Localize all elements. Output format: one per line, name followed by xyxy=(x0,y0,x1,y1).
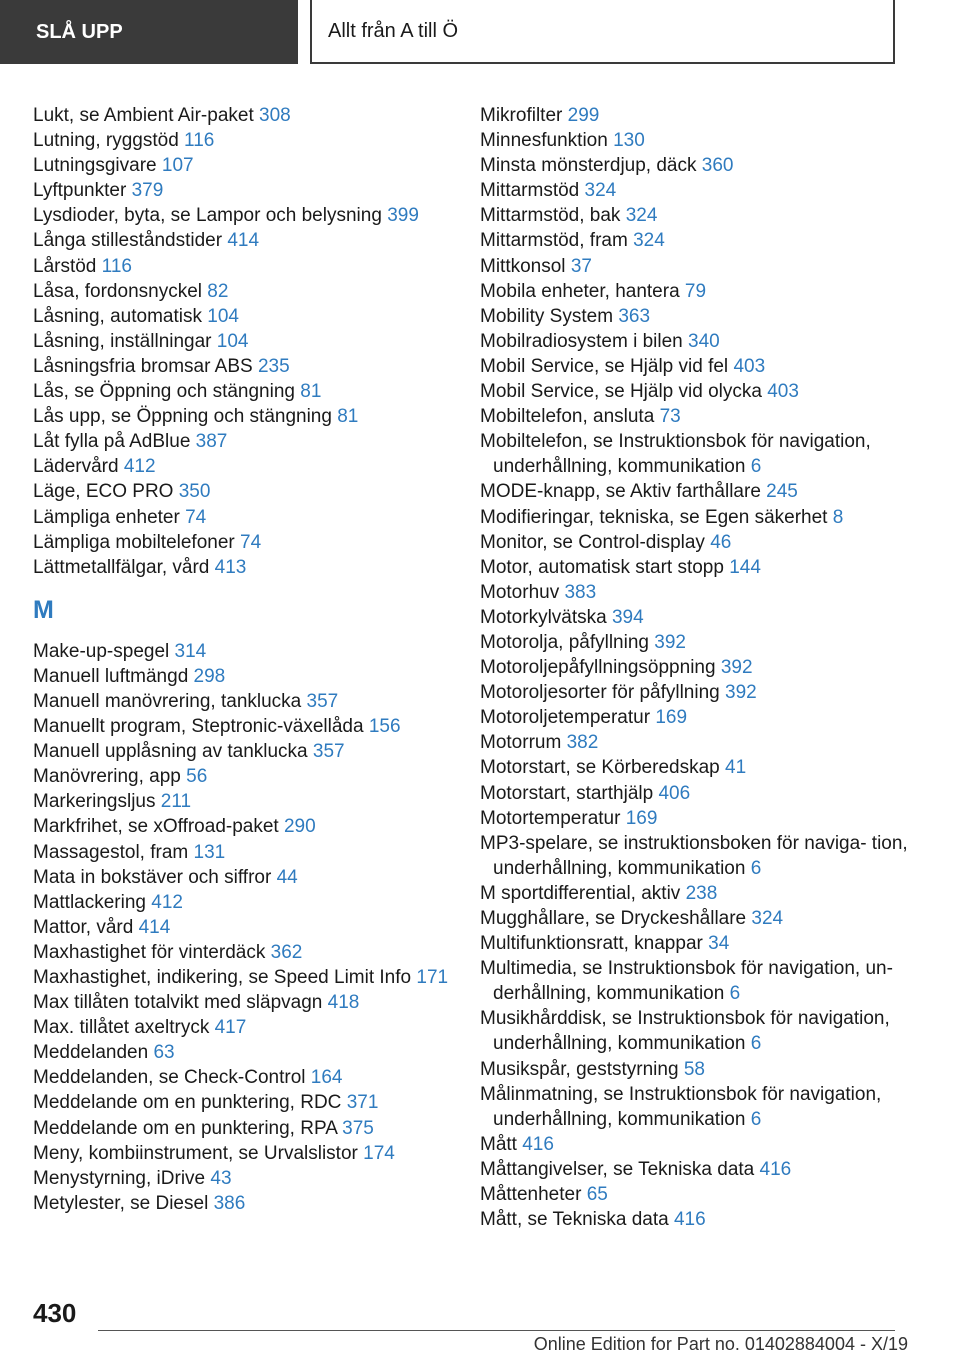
index-entry xyxy=(480,1006,910,1056)
index-entry-text: Meddelanden xyxy=(33,1042,149,1064)
index-entry xyxy=(480,354,910,379)
index-entry xyxy=(480,655,910,680)
index-entry-text: Lämpliga mobiltelefoner xyxy=(33,531,235,553)
index-entry-text: Mittkonsol xyxy=(480,255,566,277)
index-page-link[interactable]: 169 xyxy=(625,807,658,829)
index-entry-text: Menystyrning, iDrive xyxy=(33,1167,206,1189)
index-entry-text: Multimedia, se Instruktionsbok för navigation, un‐ derhållning, kommunikation xyxy=(480,958,893,1005)
index-entry xyxy=(480,404,910,429)
index-page-link[interactable]: 171 xyxy=(416,967,449,988)
index-entry xyxy=(480,429,910,479)
index-entry-text: Motortemperatur xyxy=(480,807,621,829)
index-entry xyxy=(33,965,463,990)
index-entry-text: Lås upp, se Öppning och stängning xyxy=(33,406,332,428)
index-page-link[interactable]: 403 xyxy=(733,355,766,377)
index-page-link[interactable]: 58 xyxy=(683,1058,705,1080)
index-list-m xyxy=(33,639,463,1216)
index-page-link[interactable]: 41 xyxy=(725,757,747,779)
index-entry-text: Lutningsgivare xyxy=(33,155,157,177)
index-entry-text: Mugghållare, se Dryckeshållare xyxy=(480,908,747,929)
index-entry-text: Lättmetallfälgar, vård xyxy=(33,556,210,578)
index-entry-text: Musikspår, geststyrning xyxy=(480,1058,679,1080)
index-entry-text: Markeringsljus xyxy=(33,791,156,813)
index-entry xyxy=(480,103,910,128)
index-entry xyxy=(480,304,910,329)
index-entry xyxy=(480,881,910,906)
index-page-link[interactable]: 412 xyxy=(123,456,156,478)
index-entry-text: Mikrofilter xyxy=(480,105,563,126)
index-column-left xyxy=(33,103,463,1216)
index-list-l xyxy=(33,103,463,580)
index-entry xyxy=(480,153,910,178)
index-page-link[interactable]: 324 xyxy=(625,205,658,227)
index-page-link[interactable]: 81 xyxy=(300,381,322,403)
index-page-link[interactable]: 65 xyxy=(586,1184,608,1206)
index-entry-text: Mått, se Tekniska data xyxy=(480,1209,669,1231)
index-entry-text: Lås, se Öppning och stängning xyxy=(33,381,295,403)
index-page-link[interactable]: 211 xyxy=(160,791,192,813)
index-page-link[interactable]: 324 xyxy=(584,180,617,202)
index-entry xyxy=(480,605,910,630)
index-entry xyxy=(33,865,463,890)
index-entry xyxy=(33,153,463,178)
index-page-link[interactable]: 399 xyxy=(387,205,419,227)
index-entry xyxy=(33,128,463,153)
index-page-link[interactable]: 235 xyxy=(257,355,290,377)
index-page-link[interactable]: 412 xyxy=(151,891,183,913)
index-entry xyxy=(33,279,463,304)
index-page-link[interactable]: 417 xyxy=(214,1017,247,1039)
index-entry-text: Mobilradiosystem i bilen xyxy=(480,330,683,352)
index-entry xyxy=(33,739,463,764)
index-entry-text: Metylester, se Diesel xyxy=(33,1192,209,1214)
index-page-link[interactable]: 290 xyxy=(283,816,316,838)
index-entry-text: Låsning, automatisk xyxy=(33,305,202,327)
index-entry xyxy=(33,228,463,253)
index-entry xyxy=(480,379,910,404)
index-entry xyxy=(33,990,463,1015)
index-page-link[interactable]: 107 xyxy=(161,155,194,177)
index-entry-text: Motorrum xyxy=(480,732,562,754)
index-entry xyxy=(33,203,463,228)
index-page-link[interactable]: 416 xyxy=(759,1158,792,1180)
index-page-link[interactable]: 104 xyxy=(207,305,239,327)
index-page-link[interactable]: 382 xyxy=(566,732,599,754)
index-entry xyxy=(33,814,463,839)
index-entry-text: Motorstart, se Körberedskap xyxy=(480,757,720,779)
index-entry-text: Modifieringar, tekniska, se Egen säkerhet xyxy=(480,506,828,528)
index-page-link[interactable]: 375 xyxy=(342,1117,374,1139)
index-entry-text: Mittarmstöd xyxy=(480,180,580,202)
index-entry xyxy=(480,956,910,1006)
index-page-link[interactable]: 116 xyxy=(101,255,132,277)
index-entry xyxy=(480,580,910,605)
index-entry-text: Motor, automatisk start stopp xyxy=(480,556,724,578)
index-page-link[interactable]: 238 xyxy=(685,882,718,904)
index-page-link[interactable]: 169 xyxy=(655,707,688,729)
index-page-link[interactable]: 56 xyxy=(186,766,208,788)
index-entry-text: M sportdifferential, aktiv xyxy=(480,882,681,904)
header-bar xyxy=(0,0,960,68)
index-entry xyxy=(33,329,463,354)
index-entry-text: Låsa, fordonsnyckel xyxy=(33,280,202,302)
index-entry xyxy=(480,931,910,956)
index-page-link[interactable]: 314 xyxy=(174,640,207,662)
index-page-link[interactable]: 308 xyxy=(259,105,291,126)
index-entry xyxy=(33,379,463,404)
index-entry xyxy=(480,228,910,253)
index-page-link[interactable]: 386 xyxy=(213,1192,246,1214)
index-entry-text: Maxhastighet, indikering, se Speed Limit Info xyxy=(33,967,412,988)
index-entry xyxy=(33,664,463,689)
index-entry xyxy=(33,103,463,128)
index-page-link[interactable]: 350 xyxy=(178,481,211,503)
index-page-link[interactable]: 156 xyxy=(368,716,401,738)
index-entry xyxy=(480,730,910,755)
index-entry-text: Mobil Service, se Hjälp vid fel xyxy=(480,355,729,377)
index-entry-text: Motoroljepåfyllningsöppning xyxy=(480,657,716,679)
index-entry-text: Musikhårddisk, se Instruktionsbok för navigation, underhållning, kommunikation xyxy=(480,1008,890,1055)
index-entry-text: Mobiltelefon, ansluta xyxy=(480,406,655,428)
index-entry xyxy=(480,530,910,555)
index-entry xyxy=(33,915,463,940)
index-entry-text: Mobility System xyxy=(480,305,614,327)
index-page-link[interactable]: 6 xyxy=(750,857,762,879)
index-page-link[interactable]: 392 xyxy=(654,631,686,653)
index-page-link[interactable]: 8 xyxy=(832,506,844,528)
index-entry xyxy=(480,831,910,881)
index-entry xyxy=(480,279,910,304)
index-page-link[interactable]: 362 xyxy=(270,941,303,963)
index-entry-text: Motoroljetemperatur xyxy=(480,707,651,729)
index-page-link[interactable]: 81 xyxy=(337,406,359,428)
index-entry-text: Mobiltelefon, se Instruktionsbok för navigation, underhållning, kommunikation xyxy=(480,431,871,478)
index-entry xyxy=(33,1116,463,1141)
index-entry-text: Meddelande om en punktering, RPA xyxy=(33,1117,337,1139)
index-entry xyxy=(33,429,463,454)
index-entry xyxy=(480,505,910,530)
index-entry xyxy=(33,404,463,429)
index-entry xyxy=(33,530,463,555)
index-entry xyxy=(33,789,463,814)
index-entry xyxy=(33,254,463,279)
index-entry-text: Mobil Service, se Hjälp vid olycka xyxy=(480,381,762,403)
page-number: 430 xyxy=(33,1298,77,1328)
index-entry-text: Minnesfunktion xyxy=(480,130,608,152)
index-page-link[interactable]: 43 xyxy=(210,1167,232,1189)
index-page-link[interactable]: 74 xyxy=(185,506,207,528)
index-entry-text: MODE-knapp, se Aktiv farthållare xyxy=(480,481,761,503)
index-entry xyxy=(33,940,463,965)
index-entry xyxy=(33,354,463,379)
index-column-right xyxy=(480,103,910,1232)
index-entry-text: Make-up-spegel xyxy=(33,640,170,662)
index-entry xyxy=(33,714,463,739)
index-page-link[interactable]: 387 xyxy=(195,431,228,453)
index-page-link[interactable]: 174 xyxy=(363,1142,395,1164)
index-page-link[interactable]: 324 xyxy=(751,908,784,929)
index-page-link[interactable]: 74 xyxy=(240,531,262,553)
index-entry-text: Långa stilleståndstider xyxy=(33,230,223,252)
index-page-link[interactable]: 406 xyxy=(658,782,691,804)
index-entry-text: Mått xyxy=(480,1133,517,1155)
index-entry xyxy=(33,890,463,915)
index-entry-text: Lutning, ryggstöd xyxy=(33,130,179,152)
index-page-link[interactable]: 414 xyxy=(227,230,260,252)
index-entry-text: Måttangivelser, se Tekniska data xyxy=(480,1158,755,1180)
index-entry-text: Minsta mönsterdjup, däck xyxy=(480,155,697,177)
index-page-link[interactable]: 63 xyxy=(153,1042,175,1064)
index-entry xyxy=(33,479,463,504)
index-page-link[interactable]: 164 xyxy=(310,1067,343,1089)
index-page-link[interactable]: 413 xyxy=(214,556,247,578)
index-entry xyxy=(33,1090,463,1115)
index-page-link[interactable]: 34 xyxy=(708,933,730,955)
section-letter-m: M xyxy=(33,595,54,624)
index-entry xyxy=(33,764,463,789)
index-entry xyxy=(33,840,463,865)
index-page-link[interactable]: 392 xyxy=(720,657,753,679)
index-entry xyxy=(33,178,463,203)
index-entry xyxy=(480,479,910,504)
index-page-link[interactable]: 6 xyxy=(750,1033,762,1055)
index-entry-text: Mobila enheter, hantera xyxy=(480,280,680,302)
index-entry xyxy=(480,128,910,153)
index-entry-text: Lårstöd xyxy=(33,255,97,277)
index-entry-text: Mattlackering xyxy=(33,891,146,913)
index-entry xyxy=(33,639,463,664)
index-entry-text: Låsning, inställningar xyxy=(33,330,212,352)
index-entry-text: Lukt, se Ambient Air-paket xyxy=(33,105,254,126)
index-entry-text: Meny, kombiinstrument, se Urvalslistor xyxy=(33,1142,358,1164)
index-entry xyxy=(33,505,463,530)
index-page-link[interactable]: 104 xyxy=(216,330,249,352)
index-entry xyxy=(33,304,463,329)
index-page-link[interactable]: 414 xyxy=(138,916,171,938)
index-entry-text: Manuell upplåsning av tanklucka xyxy=(33,741,308,763)
index-page-link[interactable]: 6 xyxy=(750,1108,762,1130)
index-entry xyxy=(33,555,463,580)
index-entry-text: Markfrihet, se xOffroad-paket xyxy=(33,816,279,838)
index-entry-text: Mata in bokstäver och siffror xyxy=(33,866,272,888)
index-entry-text: Manuell manövrering, tanklucka xyxy=(33,690,302,712)
index-entry-text: Läge, ECO PRO xyxy=(33,481,174,503)
index-entry xyxy=(480,1157,910,1182)
index-entry-text: Motorhuv xyxy=(480,581,560,603)
index-entry xyxy=(33,1040,463,1065)
index-page-link[interactable]: 416 xyxy=(673,1209,706,1231)
index-entry-text: Motorkylvätska xyxy=(480,606,607,628)
index-entry-text: Låt fylla på AdBlue xyxy=(33,431,191,453)
index-page-link[interactable]: 418 xyxy=(327,992,360,1014)
index-page-link[interactable]: 357 xyxy=(306,690,339,712)
index-entry-text: Mittarmstöd, bak xyxy=(480,205,621,227)
index-entry-text: Motoroljesorter för påfyllning xyxy=(480,682,720,704)
index-page-link[interactable]: 403 xyxy=(767,381,799,403)
index-entry xyxy=(480,254,910,279)
index-entry-text: Måttenheter xyxy=(480,1184,582,1206)
index-page-link[interactable]: 82 xyxy=(207,280,229,302)
index-entry-text: Motorstart, starthjälp xyxy=(480,782,654,804)
index-page-link[interactable]: 324 xyxy=(633,230,665,252)
index-page-link[interactable]: 394 xyxy=(611,606,644,628)
index-entry xyxy=(33,1141,463,1166)
index-page-link[interactable]: 131 xyxy=(193,841,226,863)
index-page-link[interactable]: 144 xyxy=(729,556,761,578)
index-entry-text: Manövrering, app xyxy=(33,766,181,788)
index-entry xyxy=(33,689,463,714)
index-entry xyxy=(480,705,910,730)
index-entry-text: Max. tillåtet axeltryck xyxy=(33,1017,210,1039)
index-entry xyxy=(480,178,910,203)
index-entry xyxy=(480,555,910,580)
index-page-link[interactable]: 37 xyxy=(570,255,592,277)
index-page-link[interactable]: 379 xyxy=(131,180,164,202)
index-entry xyxy=(480,755,910,780)
index-page-link[interactable]: 363 xyxy=(618,305,651,327)
index-entry xyxy=(480,1057,910,1082)
index-entry xyxy=(480,1082,910,1132)
index-entry xyxy=(480,630,910,655)
index-entry xyxy=(480,1207,910,1232)
index-entry xyxy=(33,1065,463,1090)
index-entry xyxy=(480,680,910,705)
index-entry xyxy=(480,203,910,228)
index-entry xyxy=(33,1191,463,1216)
index-page-link[interactable]: 130 xyxy=(613,130,645,152)
footer-divider xyxy=(98,1330,895,1331)
page-title: Allt från A till Ö xyxy=(310,0,895,64)
index-page-link[interactable]: 298 xyxy=(193,665,226,687)
index-entry-text: Max tillåten totalvikt med släpvagn xyxy=(33,992,323,1014)
index-list-m-continued xyxy=(480,103,910,1232)
index-page-link[interactable]: 383 xyxy=(564,581,597,603)
index-page-link[interactable]: 392 xyxy=(725,682,757,704)
index-entry xyxy=(33,454,463,479)
index-entry-text: Lämpliga enheter xyxy=(33,506,180,528)
index-page-link[interactable]: 116 xyxy=(184,130,215,152)
index-entry-text: Lyftpunkter xyxy=(33,180,127,202)
index-entry xyxy=(480,806,910,831)
index-page-link[interactable]: 6 xyxy=(729,983,741,1005)
index-entry xyxy=(480,1132,910,1157)
index-entry-text: Mittarmstöd, fram xyxy=(480,230,628,252)
index-entry-text: Meddelanden, se Check-Control xyxy=(33,1067,306,1089)
index-entry xyxy=(480,781,910,806)
index-page-link[interactable]: 416 xyxy=(522,1133,554,1155)
index-page-link[interactable]: 245 xyxy=(766,481,798,503)
index-entry-text: Mattor, vård xyxy=(33,916,134,938)
index-entry-text: Multifunktionsratt, knappar xyxy=(480,933,703,955)
index-entry-text: Lysdioder, byta, se Lampor och belysning xyxy=(33,205,382,227)
index-entry-text: Maxhastighet för vinterdäck xyxy=(33,941,266,963)
index-entry xyxy=(480,329,910,354)
index-entry-text: Målinmatning, se Instruktionsbok för navigation, underhållning, kommunikation xyxy=(480,1083,882,1130)
index-entry-text: Monitor, se Control-display xyxy=(480,531,705,553)
index-page-link[interactable]: 371 xyxy=(346,1092,379,1114)
index-entry xyxy=(480,1182,910,1207)
index-entry xyxy=(33,1015,463,1040)
index-entry-text: Låsningsfria bromsar ABS xyxy=(33,355,253,377)
index-page-link[interactable]: 46 xyxy=(710,531,732,553)
index-page-link[interactable]: 6 xyxy=(750,456,762,478)
index-page-link[interactable]: 340 xyxy=(688,330,720,352)
index-page-link[interactable]: 73 xyxy=(659,406,681,428)
index-entry-text: Manuellt program, Steptronic-växellåda xyxy=(33,716,364,738)
index-entry-text: Manuell luftmängd xyxy=(33,665,189,687)
index-page-link[interactable]: 44 xyxy=(276,866,298,888)
index-entry xyxy=(33,1166,463,1191)
tab-look-up[interactable]: SLÅ UPP xyxy=(0,0,298,64)
index-page-link[interactable]: 299 xyxy=(567,105,600,126)
index-entry-text: Meddelande om en punktering, RDC xyxy=(33,1092,342,1114)
index-page-link[interactable]: 360 xyxy=(701,155,734,177)
index-entry-text: Lädervård xyxy=(33,456,119,478)
index-page-link[interactable]: 79 xyxy=(684,280,707,302)
index-page-link[interactable]: 357 xyxy=(312,741,345,763)
footer-edition-text: Online Edition for Part no. 01402884004 - X/19 xyxy=(533,1334,908,1354)
index-entry-text: Motorolja, påfyllning xyxy=(480,631,649,653)
index-entry-text: MP3-spelare, se instruktionsboken för naviga‐ tion, underhållning, kommunikation xyxy=(480,832,908,879)
index-entry-text: Massagestol, fram xyxy=(33,841,189,863)
index-entry xyxy=(480,906,910,931)
